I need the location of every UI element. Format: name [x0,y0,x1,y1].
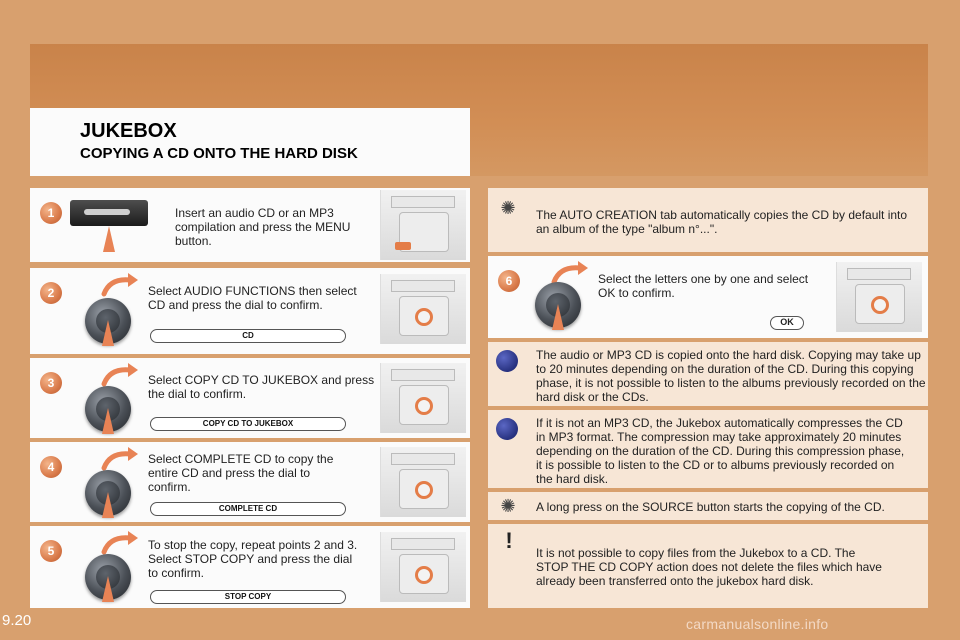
info-compress-text: If it is not an MP3 CD, the Jukebox automatically compresses the CD in MP3 format. The compression may take approximately 20 minutes depending on the duration of the CD. During this compression phase, it is possible to listen to the CD or to albums previously recorded on the hard disk. [536,416,905,486]
step-number-badge: 3 [40,372,62,394]
dial-highlight-icon [415,481,433,499]
menu-button-icon [395,242,411,250]
menu-option-pill: COPY CD TO JUKEBOX [150,417,346,431]
step-1 [30,188,470,262]
arrow-up-icon [103,226,115,252]
info-copied-text: The audio or MP3 CD is copied onto the hard disk. Copying may take up to 20 minutes depending on the duration of the CD. During this copying phase, it is not possible to listen to the albums previously recorded on the hard disk or the CDs. [536,348,926,404]
step-number-badge: 1 [40,202,62,224]
curved-arrow-icon [100,530,140,556]
menu-option-pill: CD [150,329,346,343]
arrow-up-icon [102,320,114,346]
warning-exclamation-icon: ! [505,528,513,553]
radio-panel-icon [380,363,466,433]
title-panel [30,108,470,176]
arrow-up-icon [102,492,114,518]
radio-panel-icon [836,262,922,332]
radio-panel-icon [380,274,466,344]
step-3-text: Select COPY CD TO JUKEBOX and press the dial to confirm. [148,373,375,401]
step-4 [30,442,470,522]
dial-highlight-icon [871,296,889,314]
arrow-up-icon [552,304,564,330]
radio-panel-icon [380,190,466,260]
dial-highlight-icon [415,566,433,584]
page-title: JUKEBOX [80,120,177,142]
arrow-up-icon [102,576,114,602]
step-number-badge: 6 [498,270,520,292]
watermark: carmanualsonline.info [686,616,829,632]
lightbulb-tip-icon: ✺ [500,496,516,516]
lightbulb-tip-icon: ✺ [500,198,516,218]
cd-player-icon [70,200,148,226]
radio-panel-icon [380,447,466,517]
step-number-badge: 5 [40,540,62,562]
step-3 [30,358,470,438]
step-2 [30,268,470,354]
menu-option-pill: COMPLETE CD [150,502,346,516]
info-long-press-text: A long press on the SOURCE button starts the copying of the CD. [536,500,885,514]
step-2-text: Select AUDIO FUNCTIONS then select CD and press the dial to confirm. [148,284,357,312]
page-number: 9.20 [2,612,32,629]
arrow-up-icon [102,408,114,434]
curved-arrow-icon [100,446,140,472]
info-warning [488,524,928,608]
curved-arrow-icon [100,362,140,388]
step-6-text: Select the letters one by one and select OK to confirm. [598,272,809,300]
step-5-text: To stop the copy, repeat points 2 and 3. Select STOP COPY and press the dial to confirm. [148,538,358,580]
ok-option-pill: OK [770,316,804,330]
step-6 [488,256,928,338]
step-number-badge: 4 [40,456,62,478]
info-auto-creation [488,188,928,252]
step-4-text: Select COMPLETE CD to copy the entire CD and press the dial to confirm. [148,452,334,494]
step-1-text: Insert an audio CD or an MP3 compilation and press the MENU button. [175,206,351,248]
info-copied [488,342,928,406]
info-dot-icon [496,418,518,440]
menu-option-pill: STOP COPY [150,590,346,604]
dial-highlight-icon [415,397,433,415]
info-warning-text: It is not possible to copy files from the Jukebox to a CD. The STOP THE CD COPY action does not delete the files which have already been transferred onto the jukebox hard disk. [536,546,882,588]
info-dot-icon [496,350,518,372]
step-number-badge: 2 [40,282,62,304]
dial-highlight-icon [415,308,433,326]
info-auto-creation-text: The AUTO CREATION tab automatically copies the CD by default into an album of the type "album n°...". [536,208,908,236]
curved-arrow-icon [100,272,140,298]
step-5 [30,526,470,608]
radio-panel-icon [380,532,466,602]
info-long-press [488,492,928,520]
info-compress [488,410,928,488]
page-subtitle: COPYING A CD ONTO THE HARD DISK [80,145,358,162]
